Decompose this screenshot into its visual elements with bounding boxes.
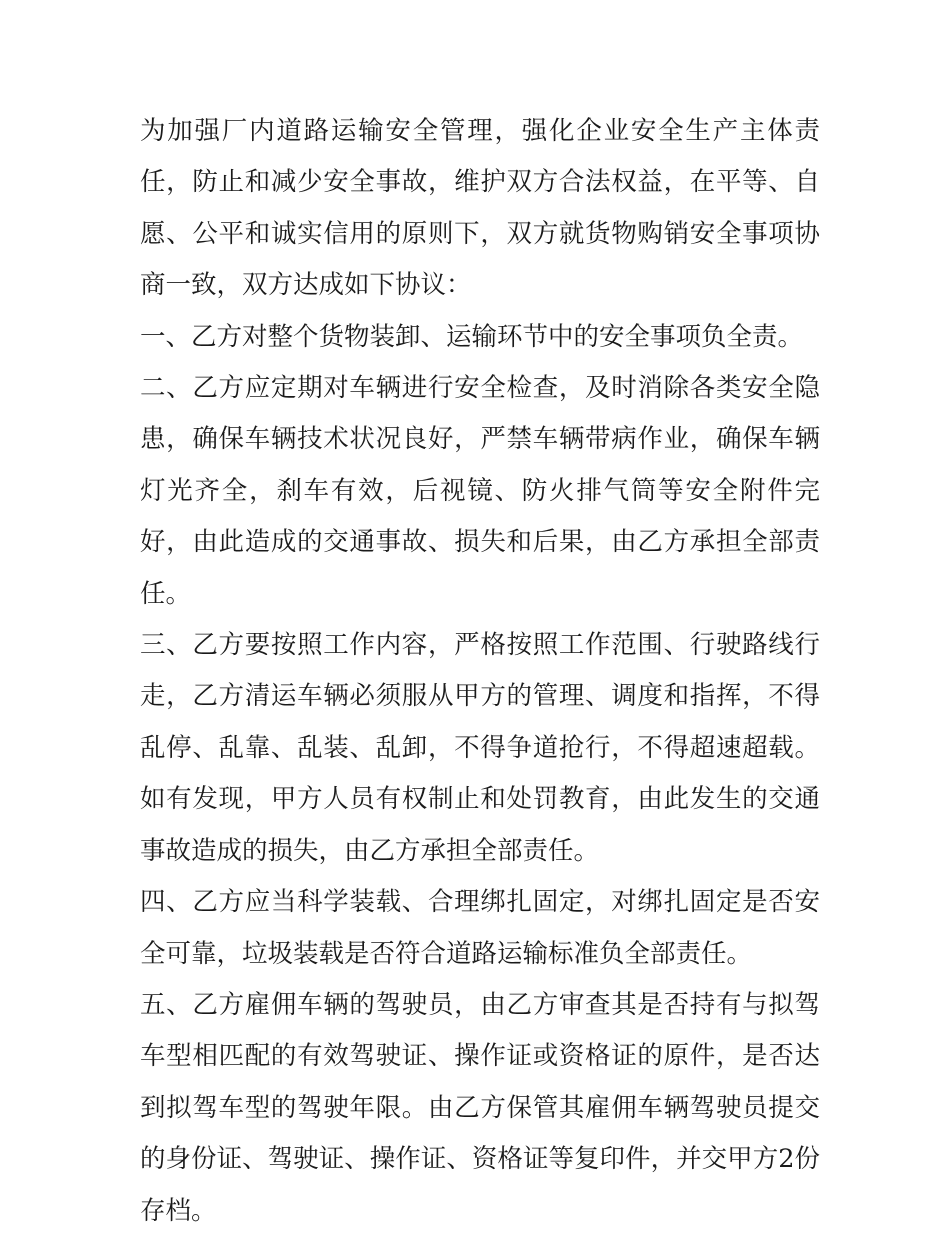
clause-2-paragraph: 二、乙方应定期对车辆进行安全检查，及时消除各类安全隐患，确保车辆技术状况良好，严禁车辆带病作业，确保车辆灯光齐全，刹车有效，后视镜、防火排气筒等安全附件完好，由此造成的交通事故、损失和后果，由乙方承担全部责任。 [140,373,820,609]
clause-5-paragraph: 五、乙方雇佣车辆的驾驶员，由乙方审查其是否持有与拟驾车型相匹配的有效驾驶证、操作证或资格证的原件，是否达到拟驾车型的驾驶年限。由乙方保管其雇佣车辆驾驶员提交的身份证、驾驶证、操作证、资格证等复印件，并交甲方2份存档。 [140,989,820,1226]
intro-paragraph: 为加强厂内道路运输安全管理，强化企业安全生产主体责任，防止和减少安全事故，维护双方合法权益，在平等、自愿、公平和诚实信用的原则下，双方就货物购销安全事项协商一致，双方达成如下协议： [140,116,820,301]
clause-1-paragraph: 一、乙方对整个货物装卸、运输环节中的安全事项负全责。 [140,321,804,352]
clause-3-paragraph: 三、乙方要按照工作内容，严格按照工作范围、行驶路线行走，乙方清运车辆必须服从甲方的管理、调度和指挥，不得乱停、乱靠、乱装、乱卸，不得争道抢行，不得超速超载。如有发现，甲方人员有权制止和处罚教育，由此发生的交通事故造成的损失，由乙方承担全部责任。 [140,630,820,866]
document-body [140,106,820,1237]
clause-4-paragraph: 四、乙方应当科学装载、合理绑扎固定，对绑扎固定是否安全可靠，垃圾装载是否符合道路运输标准负全部责任。 [140,887,820,969]
